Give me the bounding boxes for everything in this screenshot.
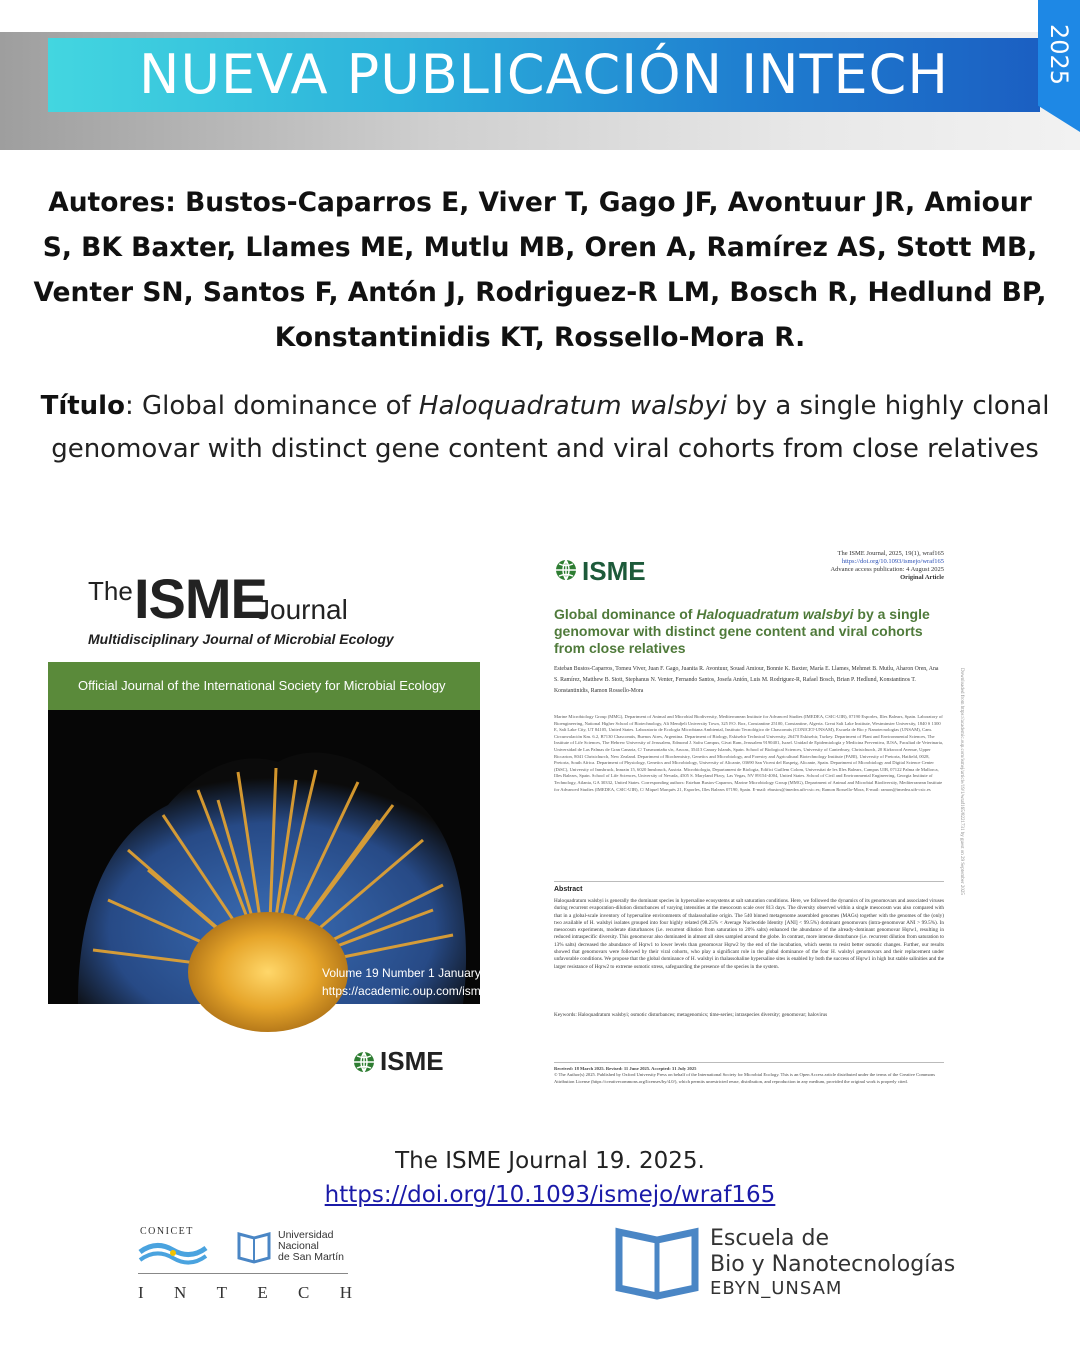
article-type: Original Article	[900, 574, 944, 581]
title-after: by a single highly clonal genomovar with distinct gene content and viral cohorts from close relatives	[51, 391, 1050, 464]
abstract-heading: Abstract	[554, 886, 583, 893]
ebyn-line-3: EBYN_UNSAM	[710, 1278, 843, 1299]
conicet-wave-icon	[138, 1240, 208, 1266]
article-logo	[554, 556, 646, 586]
title-label: Título	[40, 391, 125, 421]
article-title-after: by a single genomovar with distinct gene content and viral cohorts from close relatives	[554, 606, 930, 656]
publication-title	[40, 385, 1050, 471]
download-note: Downloaded from https://academic.oup.com/ismej/article/19/1/wraf165/8221731 by guest on 29 September 2025	[959, 668, 964, 895]
article-footer	[554, 1066, 944, 1085]
advance-access: Advance access publication: 4 August 2025	[830, 566, 944, 573]
intech-letter: H	[339, 1283, 352, 1302]
journal-reference: The ISME Journal, 2025, 19(1), wraf165	[837, 550, 944, 557]
intech-letter: N	[174, 1283, 187, 1302]
abstract-divider	[554, 881, 944, 882]
article-meta	[764, 550, 944, 582]
authors-label: Autores:	[48, 187, 176, 218]
article-title-species: Haloquadratum walsbyi	[696, 606, 854, 622]
article-authors: Esteban Bustos-Caparros, Tomeu Viver, Juan F. Gago, Juanita R. Avontuur, Souad Amiour, Bonnie K. Baxter, María E. Llames, Mehmet B. Mutlu, Aharon Oren, Ana S. Ramírez, Matthew B. Stott, Stephanus N. Venter, Fernando Santos, Josefa Antón, Luis M. Rodriguez-R, Rafael Bosch, Brian P. Hedlund, Konstantinos T. Konstantinidis, Ramon Rossello-Mora	[554, 666, 939, 694]
footer-divider	[554, 1062, 944, 1063]
ebyn-line-1: Escuela de	[710, 1226, 830, 1251]
intech-divider	[138, 1273, 348, 1274]
isme-cover-logo	[352, 1046, 452, 1080]
title-before: Global dominance of	[141, 391, 419, 421]
isme-logo-text: ISME	[380, 1046, 444, 1076]
intech-logo	[138, 1283, 352, 1303]
cover-banner	[48, 662, 480, 710]
intech-letter: C	[298, 1283, 310, 1302]
cover-microbial-image	[48, 710, 480, 1004]
article-affiliations: Marine Microbiology Group (MMG), Department of Animal and Microbial Biodiversity, Mediterranean Institute for Advanced Studies (IMEDEA, CSIC-UIB), 07190 Esporles, Illes Balears, Spain. Laboratory of Bioengineering, National Higher School of Biotechnology, Ali Mendjeli University Town, 325 P.O. Box, Constantine 25100, Constantine, Algeria. Great Salt Lake Institute, Westminster University, 1840 S 1300 E, Salt Lake City, UT 84105, United States. Laboratorio de Ecología Microbiana Ambiental, Instituto Tecnológico de Chascomús (CONICET-UNSAM), Escuela de Bio y Nanotecnologías (UNSAM), Cam. Circunvalación Km. 6.2, B7130 Chascomús, Buenos Aires, Argentina. Department of Biology, Eskisehir Technical University, 26470 Eskisehir, Turkey. Department of Plant and Environmental Sciences, The Institute of Life Sciences, The Hebrew University of Jerusalem, Edmond J. Safra Campus, Givat Ram, Jerusalem 9190401, Israel. Unidad de Epidemiología y Medicina Preventiva, IUSA, Facultad de Veterinaria, Universidad de Las Palmas de Gran Canaria, C/ Trasmontaña s/n, Arucas, 35413 Canary Islands, Spain. School of Biological Sciences, University of Canterbury, Christchurch, 20 Kirkwood Avenue, Upper Riccarton, 8041 Christchurch, New Zealand. Department of Biochemistry, Genetics and Microbiology, and Forestry and Agricultural Biotechnology Institute (FABI), University of Pretoria, Hatfield, 0028, Pretoria, South Africa. Department of Physiology, Genetics and Microbiology, University of Alicante, 03690 San Vicent del Raspeig, Alicante, Spain. Department of Microbiology and Digital Science Center (DiSC), University of Innsbruck, Innrain 15, 6020 Innsbruck, Austria. Microbiologia, Departament de Biologia, Edifici Guillem Colom, Universitat de les Illes Balears, Campus UIB, 07122 Palma de Mallorca, Illes Balears, Spain. School of Life Sciences, University of Nevada, 4505 S. Maryland Pkwy, Las Vegas, NV 89154-4004, United States. School of Civil and Environmental Engineering, Georgia Institute of Technology, Atlanta, GA 30332, United States. Corresponding authors: Esteban Bustos-Caparros, Marine Microbiology Group (MMG), Department of Animal and Microbial Biodiversity, Mediterranean Institute for Advanced Studies (IMEDEA, CSIC-UIB), C/ Miquel Marquès 21, Esporles, Illes Balears 07190, Spain. E-mail: ebustos@imedea.uib-csic.es; Ramon Rossello-Mora, E-mail: ramon@imedea.uib-csic.es	[554, 714, 944, 792]
doi-link[interactable]: https://doi.org/10.1093/ismejo/wraf165	[324, 1182, 776, 1208]
unsam-line-2: Nacional	[278, 1240, 319, 1252]
article-title-before: Global dominance of	[554, 606, 697, 622]
abstract-text: Haloquadratum walsbyi is generally the dominant species in hypersaline ecosystems at salt saturation conditions. Here, we followed the dynamics of its genomovars and associated viruses during recurrent evaporation-dilution disturbances of varying intensities at the mesocosm scale over 813 days. The diversity observed within a single mesocosm was also compared with that in a global-scale inventory of hypersaline environments of thalassohaline origin. The 540 binned metagenome assembled genomes (MAGs) together with the genomes of the (only) two available of H. walsbyi isolates grouped into four highly related (98.25% < Average Nucleotide Identity [ANI] < 99.5%) dominant genomovars (intra-genomovar ANI > 99.5%). In mesocosm experiments, moderate disturbances (i.e. recurrent dilution from saturation to 20% salts) enhanced the abundance of the already-dominant genomovar Hqrw1, resulting in reduced intraspecific diversity. This genomovar also dominated in almost all sites sampled around the globe. In contrast, more intense disturbance (i.e. recurrent dilution from saturation to 13% salts) decreased the abundance of Hqrw1 to lower levels than genomovar Hqrw2 by the end of the incubation, which seems to resist better osmotic changes. Further, our results showed that genomovars were followed by their viral cohorts, who play a significant role in the global dominance of the four H. walsbyi genomovars and their replacement under unfavorable conditions. We propose that the global dominance of H. walsbyi in thalassohaline hypersaline sites is enabled by both the success of Hqrw1 in high but stable salinities and the larger resistance of Hqrw2 to extreme osmotic stress, safeguarding the presence of the species in the system.	[554, 898, 944, 970]
book-icon	[236, 1230, 272, 1262]
article-keywords: Keywords: Haloquadratum walsbyi; osmotic disturbances; metagenomics; time-series; intraspecies diversity; genomovar; halovirus	[554, 1012, 828, 1018]
book-icon	[614, 1224, 700, 1296]
copyright-notice: © The Author(s) 2025. Published by Oxford University Press on behalf of the International Society for Microbial Ecology. This is an Open Access article distributed under the terms of the Creative Commons Attribution License (https://creativecommons.org/licenses/by/4.0/), which permits unrestricted reuse, distribution, and reproduction in any medium, provided the original work is properly cited.	[554, 1072, 936, 1084]
article-logo-text: ISME	[582, 556, 646, 586]
authors-paragraph	[30, 180, 1050, 360]
ebyn-unsam-logo	[614, 1222, 974, 1302]
cover-url: https://academic.oup.com/ismej	[322, 984, 491, 998]
ebyn-line-2: Bio y Nanotecnologías	[710, 1252, 956, 1277]
citation-text: The ISME Journal 19. 2025.	[395, 1148, 705, 1174]
cover-volume-info	[322, 964, 511, 1000]
received-dates: Received: 18 March 2025. Revised: 11 June 2025. Accepted: 31 July 2025	[554, 1066, 697, 1071]
article-title	[554, 606, 944, 657]
intech-letter: E	[257, 1283, 268, 1302]
journal-subtitle: Multidisciplinary Journal of Microbial Ecology	[88, 631, 394, 647]
authors-names: Bustos-Caparros E, Viver T, Gago JF, Avontuur JR, Amiour S, BK Baxter, Llames ME, Mutlu MB, Oren A, Ramírez AS, Stott MB, Venter SN, Santos F, Antón J, Rodriguez-R LM, Bosch R, Hedlund BP, Konstantinidis KT, Rossello-Mora R.	[33, 187, 1047, 353]
citation-block	[240, 1144, 860, 1212]
journal-cover	[48, 662, 511, 1004]
conicet-name: CONICET	[140, 1226, 194, 1237]
logo-journal: Journal	[256, 594, 348, 625]
title-separator: :	[124, 391, 142, 421]
intech-letter: T	[216, 1283, 227, 1302]
article-first-page	[544, 546, 964, 1106]
unsam-line-3: de San Martín	[278, 1251, 344, 1263]
page-title: NUEVA PUBLICACIÓN INTECH	[139, 43, 949, 106]
unsam-line-1: Universidad	[278, 1229, 334, 1241]
intech-letter: I	[138, 1283, 144, 1302]
cover-volume: Volume 19 Number 1 January 2025	[322, 966, 511, 980]
globe-icon	[352, 1050, 376, 1074]
article-doi: https://doi.org/10.1093/ismejo/wraf165	[841, 558, 944, 565]
cover-banner-text: Official Journal of the International Society for Microbial Ecology	[78, 678, 446, 693]
globe-icon	[554, 558, 578, 582]
year-label: 2025	[1045, 24, 1073, 86]
unsam-text	[278, 1230, 344, 1263]
logo-isme: ISME	[134, 567, 267, 630]
title-species: Haloquadratum walsbyi	[418, 391, 727, 421]
logo-the: The	[88, 576, 133, 606]
title-banner	[48, 38, 1040, 112]
unsam-logo	[236, 1228, 366, 1268]
conicet-logo	[138, 1226, 218, 1272]
